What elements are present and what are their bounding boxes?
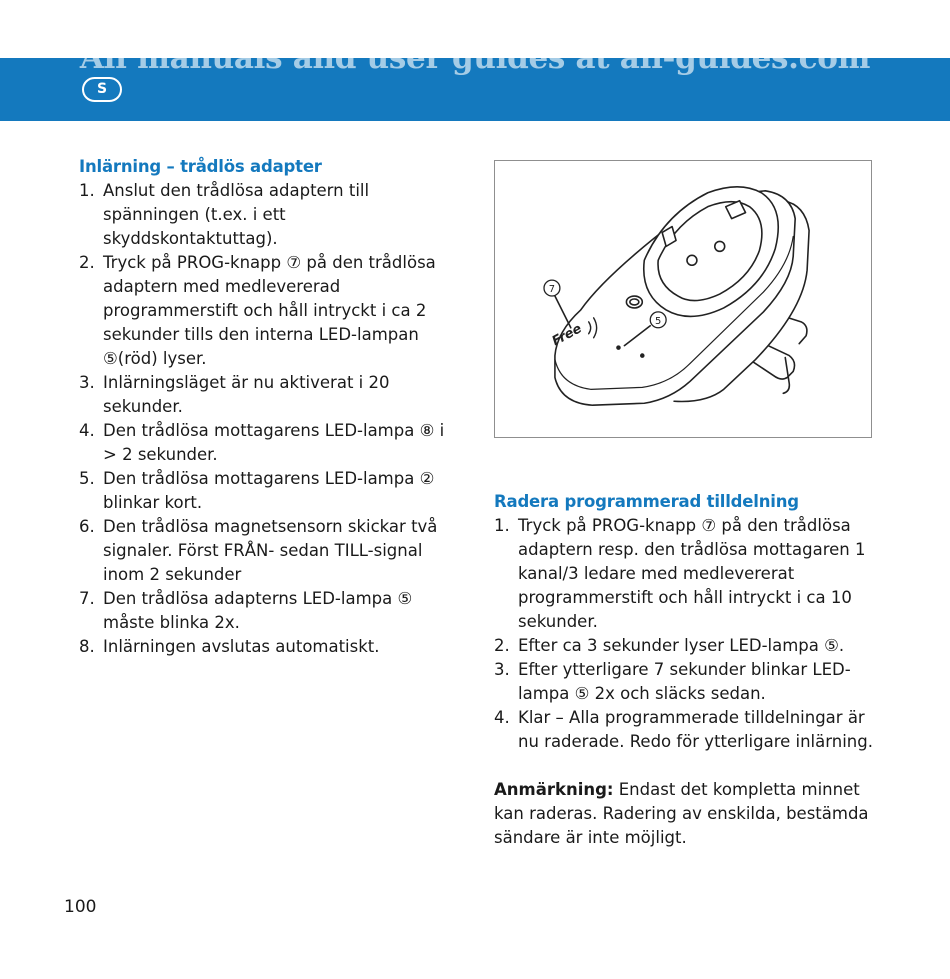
adapter-illustration	[494, 160, 872, 438]
step-text: Anslut den trådlösa adaptern till spänningen (t.ex. i ett skyddskontaktuttag).	[103, 181, 370, 248]
step-number: 3.	[494, 660, 510, 679]
step-text: Tryck på PROG-knapp ⑦ på den trådlösa adaptern resp. den trådlösa mottagaren 1 kanal/3 ledare med medlevererat programmerstift och håll intryckt i ca 10 sekunder.	[518, 516, 866, 631]
right-column	[494, 490, 874, 850]
list-item	[494, 514, 874, 634]
watermark-text: All manuals and user guides at all-guides.com	[79, 40, 871, 76]
step-text: Inlärningen avslutas automatiskt.	[103, 637, 380, 656]
step-text: Den trådlösa mottagarens LED-lampa ⑧ i > 2 sekunder.	[103, 421, 445, 464]
logo-text: Free	[549, 321, 585, 350]
step-number: 1.	[79, 181, 95, 200]
section-heading-learning: Inlärning – trådlös adapter	[79, 157, 322, 176]
step-number: 7.	[79, 589, 95, 608]
note-paragraph	[494, 778, 874, 850]
step-text: Den trådlösa magnetsensorn skickar två signaler. Först FRÅN- sedan TILL-signal inom 2 sekunder	[103, 517, 438, 584]
list-item	[79, 251, 459, 371]
delete-steps-list	[494, 514, 874, 754]
callout-prog-button: 7	[548, 284, 556, 296]
language-badge: S	[82, 77, 122, 102]
step-number: 4.	[494, 708, 510, 727]
step-text: Efter ytterligare 7 sekunder blinkar LED-lampa ⑤ 2x och släcks sedan.	[518, 660, 851, 703]
list-item	[79, 179, 459, 251]
step-number: 1.	[494, 516, 510, 535]
step-number: 5.	[79, 469, 95, 488]
left-column	[79, 155, 459, 659]
note-label: Anmärkning:	[494, 780, 614, 799]
list-item	[79, 515, 459, 587]
list-item	[79, 467, 459, 515]
step-text: Klar – Alla programmerade tilldelningar är nu raderade. Redo för ytterligare inlärning.	[518, 708, 873, 751]
list-item	[494, 634, 874, 658]
step-number: 3.	[79, 373, 95, 392]
step-number: 2.	[494, 636, 510, 655]
list-item	[494, 706, 874, 754]
step-number: 6.	[79, 517, 95, 536]
step-number: 8.	[79, 637, 95, 656]
section-heading-delete: Radera programmerad tilldelning	[494, 492, 799, 511]
list-item	[79, 587, 459, 635]
list-item	[79, 419, 459, 467]
list-item	[494, 658, 874, 706]
wireless-adapter-drawing	[495, 161, 871, 437]
list-item	[79, 635, 459, 659]
note-text: Endast det kompletta minnet kan raderas. Radering av enskilda, bestämda sändare är inte möjligt.	[494, 780, 869, 847]
page-number: 100	[64, 897, 97, 917]
step-text: Inlärningsläget är nu aktiverat i 20 sekunder.	[103, 373, 390, 416]
step-number: 4.	[79, 421, 95, 440]
learning-steps-list	[79, 179, 459, 659]
callout-led: 5	[655, 315, 662, 327]
list-item	[79, 371, 459, 419]
step-text: Tryck på PROG-knapp ⑦ på den trådlösa adaptern med medlevererad programmerstift och håll intryckt i ca 2 sekunder tills den interna LED-lampan ⑤(röd) lyser.	[103, 253, 436, 368]
step-text: Efter ca 3 sekunder lyser LED-lampa ⑤.	[518, 636, 845, 655]
step-number: 2.	[79, 253, 95, 272]
step-text: Den trådlösa adapterns LED-lampa ⑤ måste blinka 2x.	[103, 589, 413, 632]
step-text: Den trådlösa mottagarens LED-lampa ② blinkar kort.	[103, 469, 435, 512]
